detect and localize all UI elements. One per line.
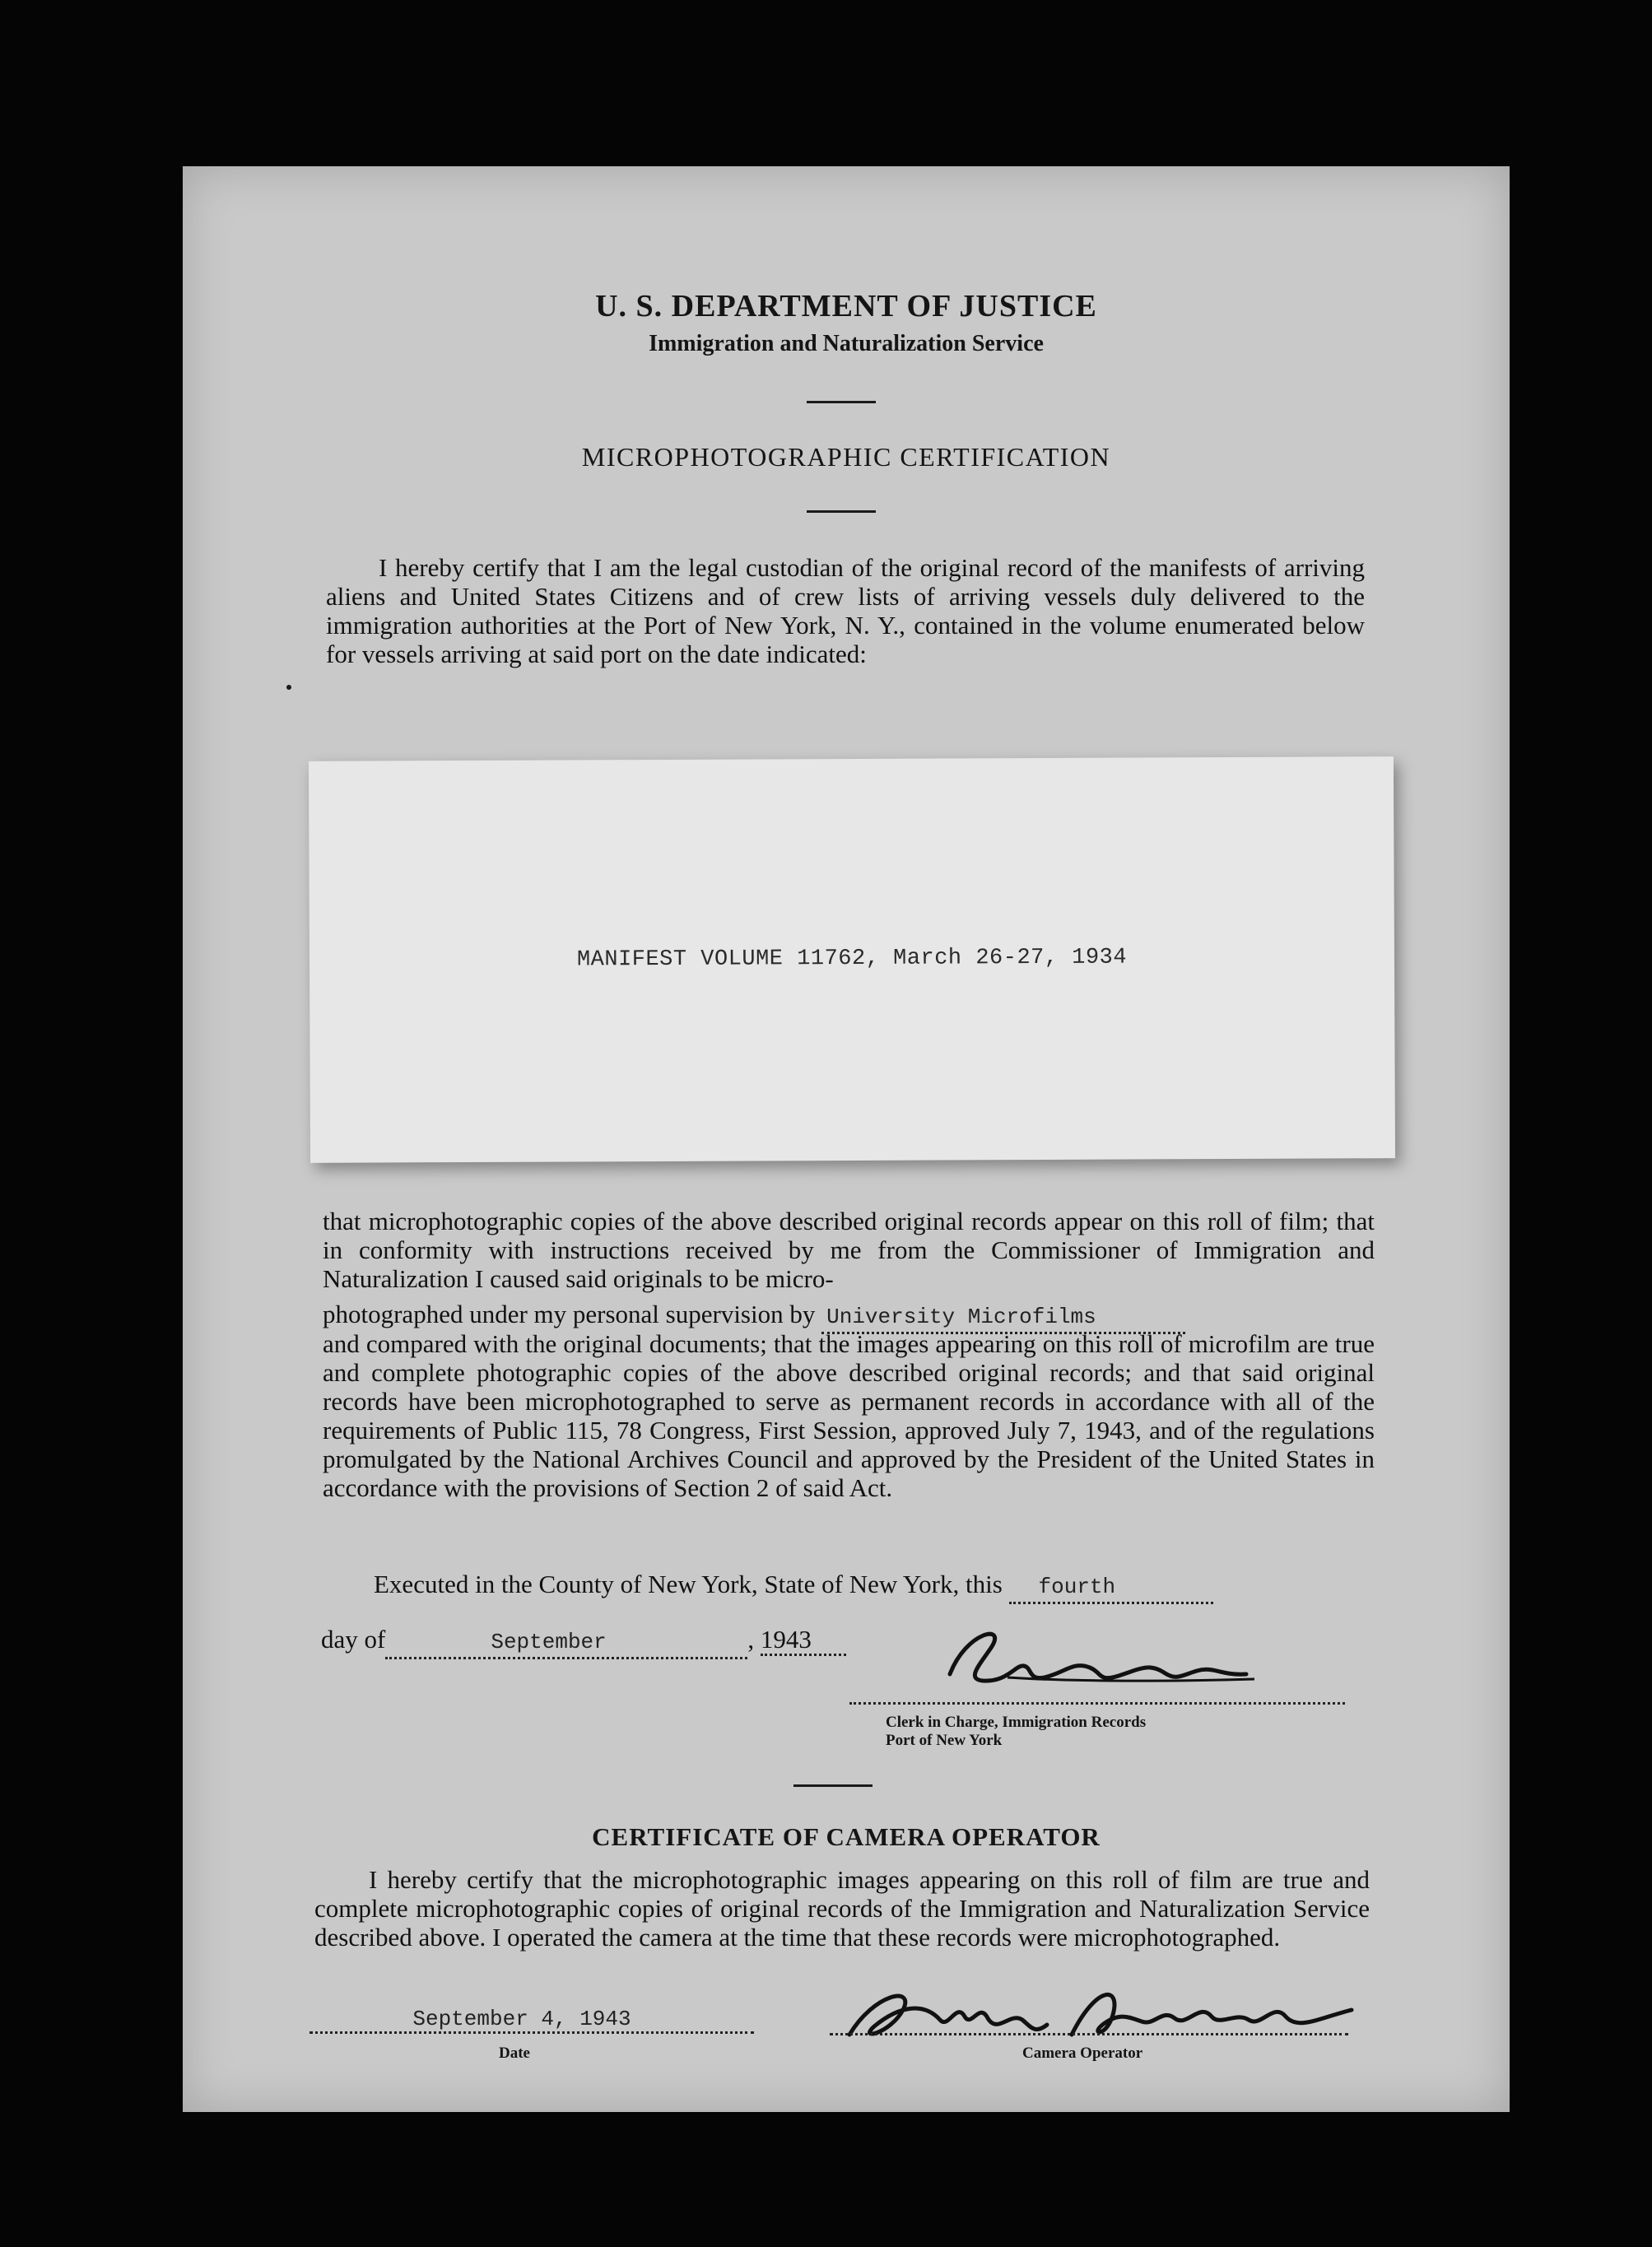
date-label: Date: [499, 2045, 530, 2062]
camera-operator-line: [830, 2033, 1348, 2035]
clerk-title-line2: Port of New York: [886, 1732, 1003, 1749]
intro-paragraph: I hereby certify that I am the legal custodian of the original record of the manifests of arriving aliens and United States Citizens and of crew lists of arriving vessels duly delivered to the immigration authorities at the Port of New York, N. Y., contained in the volume enumerated below for vessels arriving at said port on the date indicated:: [326, 553, 1365, 668]
clerk-signature: [933, 1615, 1279, 1705]
body-paragraph-part2: and compared with the original documents; that the images appearing on this roll of microfilm are true and complete photographic copies of the above described original records; and that said original records have been microphotographed to serve as permanent records in accordance with all of the requirements of Public 115, 78 Congress, First Session, approved July 7, 1943, and of the regulations promulgated by the National Archives Council and approved by the President of the United States in accordance with the provisions of Section 2 of said Act.: [323, 1329, 1375, 1502]
day-field: [1009, 1570, 1213, 1604]
camera-paragraph: I hereby certify that the microphotographic images appearing on this roll of film are true and complete microphotographic copies of original records of the Immigration and Naturalization Service described above. I operated the camera at the time that these records were microphotographed.: [314, 1865, 1370, 1952]
camera-operator-label: Camera Operator: [1022, 2045, 1143, 2062]
department-title: U. S. DEPARTMENT OF JUSTICE: [595, 289, 1097, 323]
divider-rule: [807, 510, 876, 513]
year-field: [761, 1625, 846, 1656]
month-field: [385, 1625, 747, 1659]
year-comma: ,: [747, 1625, 755, 1654]
divider-rule: [807, 401, 876, 403]
margin-dot: [286, 685, 291, 690]
supervision-prefix: photographed under my personal supervision by: [323, 1300, 816, 1328]
body-paragraph-part1: that microphotographic copies of the above described original records appear on this roll of film; that in conformity with instructions received by me from the Commissioner of Immigration and Naturalization I caused said originals to be micro-: [323, 1207, 1375, 1293]
camera-heading: CERTIFICATE OF CAMERA OPERATOR: [592, 1822, 1101, 1851]
execution-prefix: Executed in the County of New York, State of New York, this: [374, 1570, 1003, 1598]
month-value: September: [491, 1630, 607, 1654]
divider-rule: [793, 1784, 873, 1787]
clerk-signature-line: [849, 1702, 1345, 1705]
certificate-page: [183, 166, 1510, 2112]
day-of-label: day of: [321, 1625, 386, 1654]
date-field: [309, 2007, 754, 2034]
attached-slip: [309, 756, 1395, 1163]
certification-heading: MICROPHOTOGRAPHIC CERTIFICATION: [581, 442, 1111, 472]
day-value: fourth: [1038, 1575, 1116, 1599]
year-value: 1943: [760, 1625, 812, 1654]
manifest-volume-text: MANIFEST VOLUME 11762, March 26-27, 1934: [576, 945, 1128, 973]
day-of-line: [321, 1625, 980, 1659]
execution-line: [374, 1570, 1386, 1604]
clerk-title-line1: Clerk in Charge, Immigration Records: [886, 1714, 1147, 1731]
microfilmer-value: University Microfilms: [826, 1305, 1096, 1329]
service-subtitle: Immigration and Naturalization Service: [649, 331, 1044, 356]
camera-date-value: September 4, 1943: [412, 2007, 631, 2031]
